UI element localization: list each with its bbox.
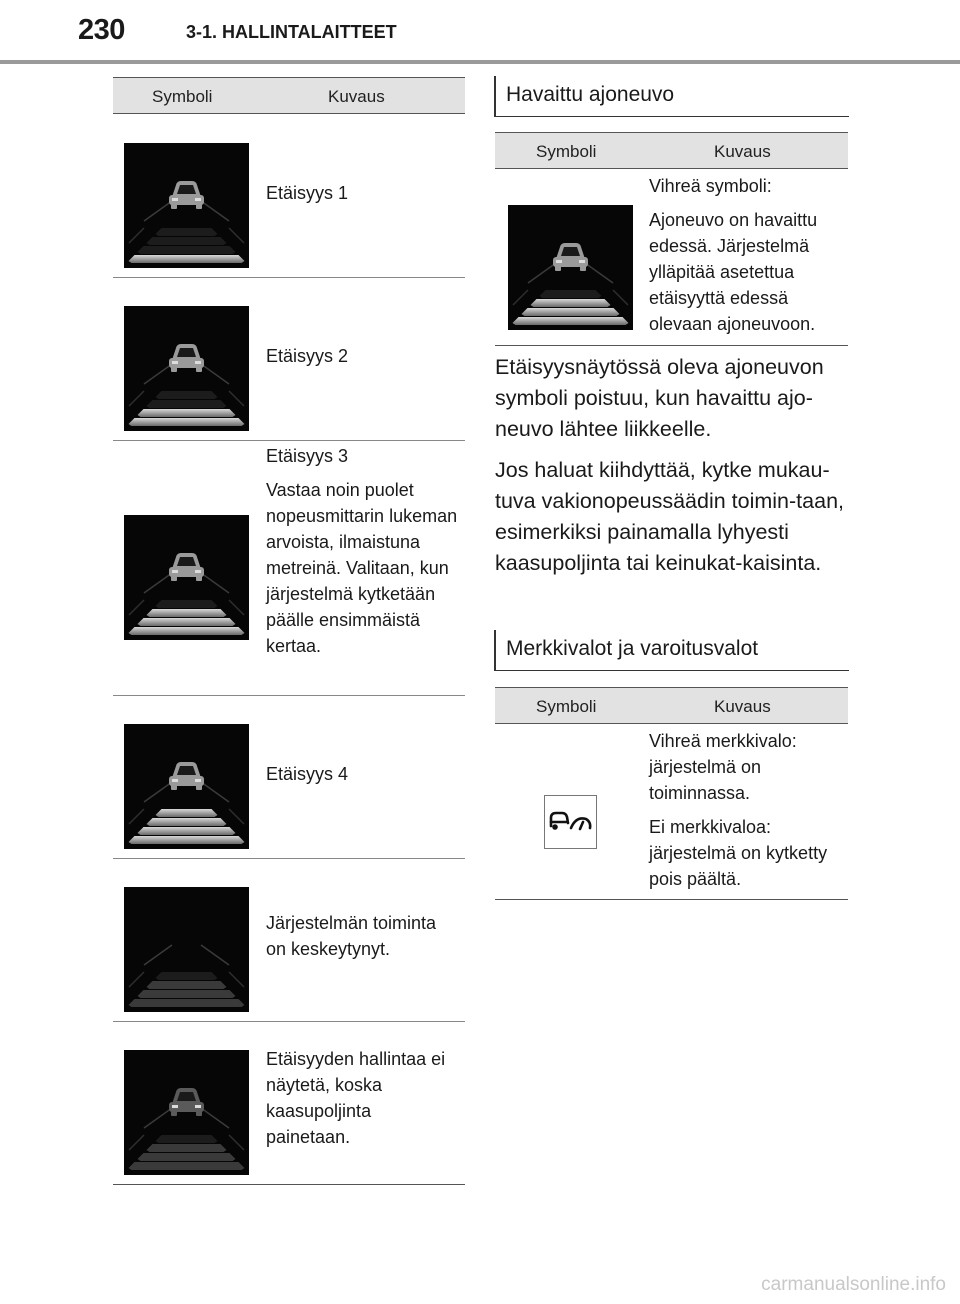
row-text: Vastaa noin puolet nopeusmittarin lukeman arvoista, ilmaistuna metreinä. Valitaan, kun järjestelmä kytketään päälle ensimmäistä kertaa. [266, 480, 458, 656]
table-rule [113, 1184, 465, 1185]
table-row [266, 443, 458, 667]
indicators-table-header [495, 687, 848, 723]
row-text: Vihreä symboli: [649, 176, 772, 196]
system-suspended-icon [124, 887, 249, 1012]
left-table-header [113, 77, 465, 113]
row-divider [113, 1021, 465, 1022]
table-rule [495, 132, 848, 133]
row-text: Ajoneuvo on havaittu edessä. Järjestelmä ylläpitää asetettua etäisyyttä edessä olevaan ajoneuvoon. [649, 210, 818, 334]
table-row [266, 910, 458, 970]
row-text: Vihreä merkkivalo: järjestelmä on toiminnassa. [649, 731, 797, 803]
col-description-header: Kuvaus [328, 87, 385, 106]
col-description-header: Kuvaus [714, 142, 771, 161]
distance-hidden-icon [124, 1050, 249, 1175]
table-rule [113, 113, 465, 114]
section-title: 3-1. HALLINTALAITTEET [186, 22, 397, 42]
distance-3-icon [124, 515, 249, 640]
table-row [649, 728, 845, 900]
row-text: Ei merkkivaloa: järjestelmä on kytketty pois päältä. [649, 817, 828, 889]
row-text: Järjestelmän toiminta on keskeytynyt. [266, 913, 437, 959]
detected-vehicle-icon [508, 205, 633, 330]
detected-table-header [495, 132, 848, 168]
page-header [0, 0, 960, 66]
table-rule [495, 345, 848, 346]
body-text [495, 352, 850, 589]
table-rule [495, 899, 848, 900]
col-symbol-header: Symboli [152, 87, 213, 106]
paragraph: Etäisyysnäytössä oleva ajoneuvon symboli poistuu, kun havaittu ajo-neuvo lähtee liikkeelle. [495, 355, 824, 441]
table-row [266, 1046, 456, 1158]
paragraph: Jos haluat kiihdyttää, kytke mukau-tuva vakionopeussäädin toimin-taan, esimerkiksi painamalla lyhyesti kaasupoljinta tai keinukat-kaisinta. [495, 458, 844, 575]
table-rule [113, 77, 465, 78]
row-divider [113, 858, 465, 859]
header-rule [0, 60, 960, 64]
row-text: Etäisyyden hallintaa ei näytetä, koska kaasupoljinta painetaan. [266, 1049, 446, 1147]
row-text: Etäisyys 2 [266, 346, 349, 366]
col-description-header: Kuvaus [714, 697, 771, 716]
row-text: Etäisyys 1 [266, 183, 349, 203]
table-row [266, 180, 456, 214]
row-divider [113, 695, 465, 696]
table-row [649, 173, 845, 345]
table-rule [495, 168, 848, 169]
table-rule [495, 687, 848, 688]
distance-2-icon [124, 306, 249, 431]
row-divider [113, 440, 465, 441]
indicators-heading: Merkkivalot ja varoitusvalot [494, 630, 849, 671]
row-text: Etäisyys 4 [266, 764, 349, 784]
footer-watermark: carmanualsonline.info [761, 1274, 946, 1295]
radar-cruise-indicator-icon [544, 795, 597, 849]
detected-vehicle-heading: Havaittu ajoneuvo [494, 76, 849, 117]
col-symbol-header: Symboli [536, 142, 597, 161]
row-divider [113, 277, 465, 278]
table-row [266, 761, 456, 795]
distance-4-icon [124, 724, 249, 849]
col-symbol-header: Symboli [536, 697, 597, 716]
page-number: 230 [78, 14, 125, 46]
row-text: Etäisyys 3 [266, 446, 349, 466]
table-row [266, 343, 456, 377]
distance-1-icon [124, 143, 249, 268]
table-rule [495, 723, 848, 724]
